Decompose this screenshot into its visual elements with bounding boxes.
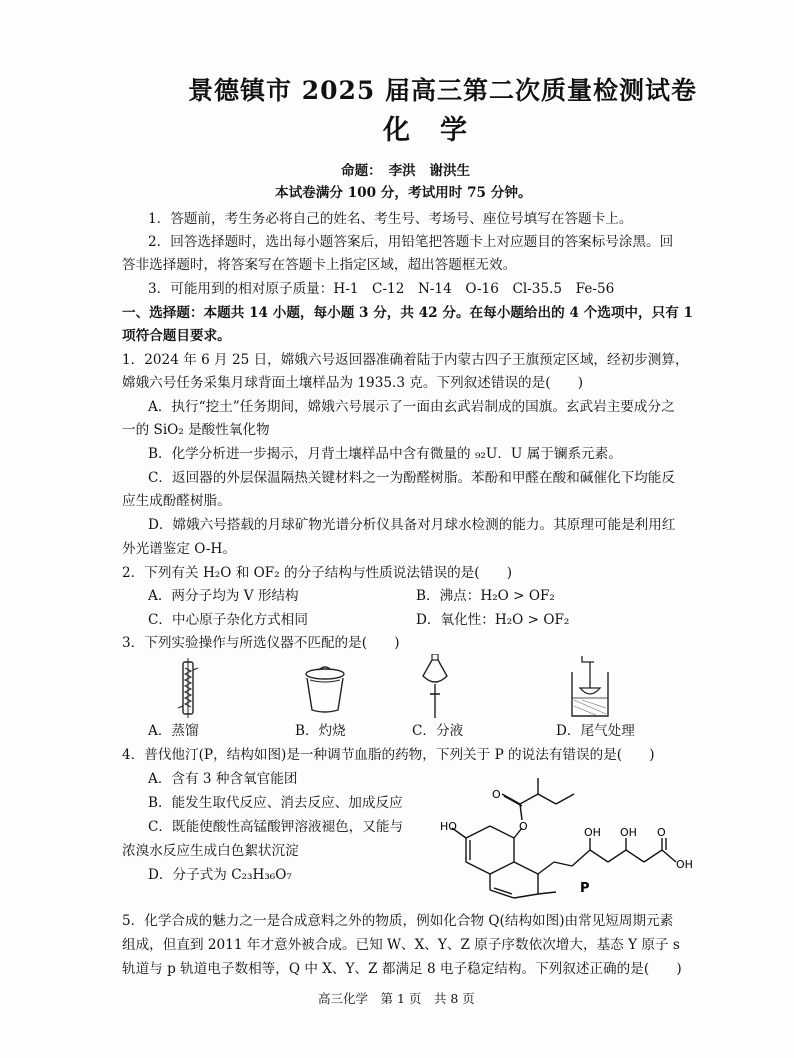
q3-option-c: C．分液 — [412, 723, 464, 739]
structure-label-ho: HO — [440, 820, 457, 833]
structure-label-oh-acid: OH — [676, 858, 693, 871]
q4-option-c-cont: 浓溴水反应生成白色絮状沉淀 — [122, 843, 299, 859]
q5-stem: 5．化学合成的魅力之一是合成意料之外的物质，例如化合物 Q(结构如图)由常见短周期元素 — [122, 913, 674, 929]
condenser-icon — [176, 658, 200, 718]
q1-option-a: A．执行“挖土”任务期间，嫦娥六号展示了一面由玄武岩制成的国旗。玄武岩主要成分之 — [148, 399, 675, 415]
q4-option-d: D．分子式为 C₂₃H₃₆O₇ — [148, 867, 292, 883]
authors-line: 命题： 李洪 谢洪生 — [341, 163, 471, 179]
structure-label-p: P — [580, 881, 590, 896]
pravastatin-structure-diagram — [440, 770, 700, 900]
q1-option-a-cont: 一的 SiO₂ 是酸性氧化物 — [122, 422, 270, 438]
subject-title: 化学 — [383, 115, 497, 146]
q4-option-c: C．既能使酸性高锰酸钾溶液褪色，又能与 — [148, 819, 404, 835]
q5-stem-cont-1: 组成，但直到 2011 年才意外被合成。已知 W、X、Y、Z 原子序数依次增大，基态 Y 原子 s — [122, 937, 680, 953]
q2-option-d: D．氧化性：H₂O > OF₂ — [416, 612, 570, 628]
structure-label-oh2: OH — [620, 826, 637, 839]
gas-absorption-icon — [568, 654, 612, 720]
q1-option-b: B．化学分析进一步揭示，月背土壤样品中含有微量的 ₉₂U．U 属于镧系元素。 — [148, 446, 622, 462]
structure-label-o3: O — [657, 826, 666, 839]
page-footer: 高三化学 第 1 页 共 8 页 — [318, 991, 475, 1006]
q4-option-a: A．含有 3 种含氧官能团 — [148, 771, 298, 787]
exam-title: 景德镇市 2025 届高三第二次质量检测试卷 — [188, 76, 697, 105]
note-3: 3．可能用到的相对原子质量：H-1 C-12 N-14 O-16 Cl-35.5 Fe-56 — [148, 281, 615, 297]
note-2: 2．回答选择题时，选出每小题答案后，用铅笔把答题卡上对应题目的答案标号涂黑。回 — [148, 234, 674, 250]
q4-stem: 4．普伐他汀(P，结构如图)是一种调节血脂的药物，下列关于 P 的说法有错误的是( ) — [122, 747, 655, 763]
q4-option-b: B．能发生取代反应、消去反应、加成反应 — [148, 795, 403, 811]
crucible-icon — [302, 664, 348, 716]
q1-stem-cont: 嫦娥六号任务采集月球背面土壤样品为 1935.3 克。下列叙述错误的是( ) — [122, 375, 584, 391]
q3-option-d: D．尾气处理 — [556, 723, 635, 739]
q1-option-d-cont: 外光谱鉴定 O-H。 — [122, 541, 236, 557]
section-heading: 一、选择题：本题共 14 小题，每小题 3 分，共 42 分。在每小题给出的 4 个选项中，只有 1 — [122, 305, 693, 321]
q2-option-b: B．沸点：H₂O > OF₂ — [416, 588, 555, 604]
structure-label-o2: O — [519, 820, 528, 833]
q1-option-c: C．返回器的外层保温隔热关键材料之一为酚醛树脂。苯酚和甲醛在酸和碱催化下均能反 — [148, 470, 675, 486]
note-1: 1．答题前，考生务必将自己的姓名、考生号、考场号、座位号填写在答题卡上。 — [148, 211, 633, 227]
q5-stem-cont-2: 轨道与 p 轨道电子数相等，Q 中 X、Y、Z 都满足 8 电子稳定结构。下列叙述正确的是( ) — [122, 961, 682, 977]
q1-option-d: D．嫦娥六号搭载的月球矿物光谱分析仪具备对月球水检测的能力。其原理可能是利用红 — [148, 517, 676, 533]
structure-label-o1: O — [492, 788, 501, 801]
q1-option-c-cont: 应生成酚醛树脂。 — [122, 493, 231, 509]
q1-stem: 1．2024 年 6 月 25 日，嫦娥六号返回器准确着陆于内蒙古四子王旗预定区域，经初步测算， — [122, 352, 689, 368]
section-heading-cont: 项符合题目要求。 — [122, 328, 231, 344]
q2-option-a: A．两分子均为 V 形结构 — [148, 588, 299, 604]
q2-option-c: C．中心原子杂化方式相同 — [148, 612, 308, 628]
q2-stem: 2．下列有关 H₂O 和 OF₂ 的分子结构与性质说法错误的是( ) — [122, 565, 513, 581]
q3-option-b: B．灼烧 — [295, 723, 346, 739]
separatory-funnel-icon — [420, 654, 450, 720]
note-2-cont: 答非选择题时，将答案写在答题卡上指定区域，超出答题框无效。 — [122, 257, 517, 273]
q3-option-a: A．蒸馏 — [148, 723, 199, 739]
structure-label-oh1: OH — [584, 826, 601, 839]
q3-stem: 3．下列实验操作与所选仪器不匹配的是( ) — [122, 635, 400, 651]
exam-info: 本试卷满分 100 分，考试用时 75 分钟。 — [275, 185, 532, 201]
